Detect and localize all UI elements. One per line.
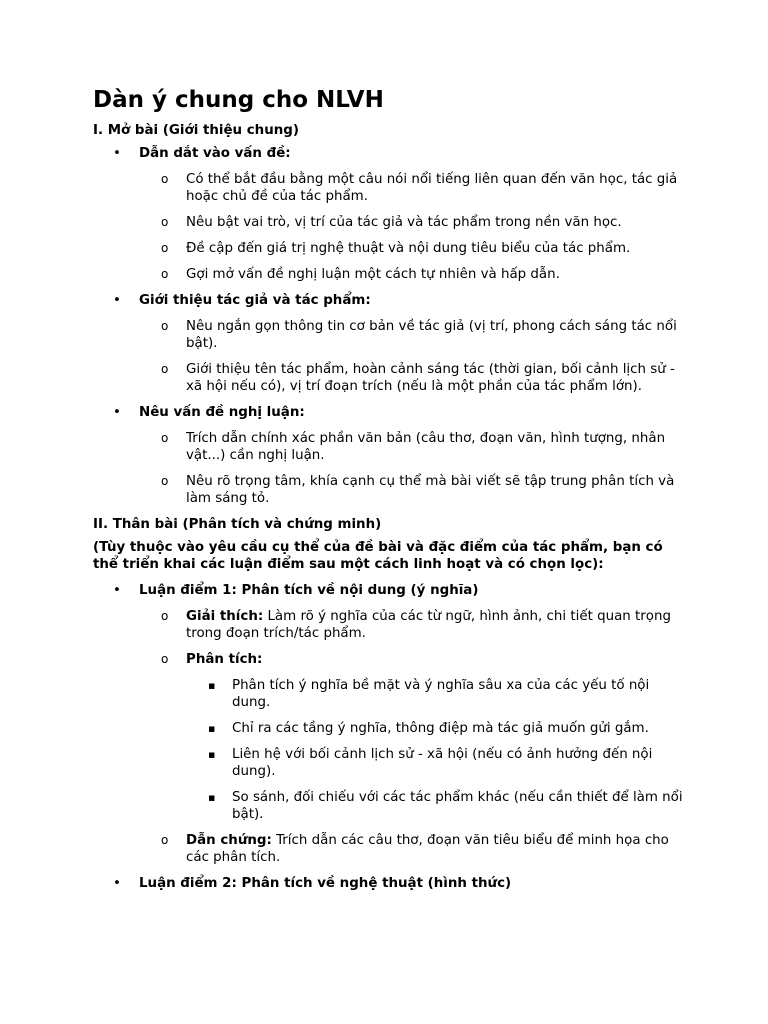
bullet-level1: •: [113, 293, 121, 308]
bullet-level2: o: [161, 215, 169, 229]
sub-list-item-text: Nêu bật vai trò, vị trí của tác giả và tác phẩm trong nền văn học.: [186, 215, 622, 230]
section-1-heading: I. Mở bài (Giới thiệu chung): [93, 123, 299, 138]
section-2-note: (Tùy thuộc vào yêu cầu cụ thể của đề bài và đặc điểm của tác phẩm, bạn có thể triển khai các luận điểm sau một cách linh hoạt và có chọn lọc):: [93, 540, 663, 572]
sub-list-item: [139, 266, 688, 283]
sub-list-item: [139, 214, 688, 231]
sub-list-item-text: Có thể bắt đầu bằng một câu nói nổi tiếng liên quan đến văn học, tác giả hoặc chủ đề của tác phẩm.: [186, 172, 678, 204]
bullet-level2: o: [161, 474, 169, 488]
section-1-list: [93, 145, 688, 507]
sub-list: [139, 318, 688, 395]
sub-sub-list-item: [186, 720, 688, 737]
bullet-level3: ▪: [208, 791, 216, 804]
sub-list: [139, 608, 688, 866]
bullet-level2: o: [161, 319, 169, 333]
sub-list-item-text: Gợi mở vấn đề nghị luận một cách tự nhiên và hấp dẫn.: [186, 267, 560, 282]
explain-label: Giải thích:: [186, 609, 264, 624]
sub-list-item: [139, 608, 688, 642]
sub-sub-list-item-text: Chỉ ra các tầng ý nghĩa, thông điệp mà tác giả muốn gửi gắm.: [232, 721, 649, 736]
sub-list-item: [139, 651, 688, 823]
bullet-level2: o: [161, 833, 169, 847]
bullet-level3: ▪: [208, 748, 216, 761]
sub-list-item: [139, 832, 688, 866]
evidence-text: Trích dẫn các câu thơ, đoạn văn tiêu biểu để minh họa cho các phân tích.: [186, 833, 669, 865]
sub-sub-list-item-text: Phân tích ý nghĩa bề mặt và ý nghĩa sâu xa của các yếu tố nội dung.: [232, 678, 650, 710]
sub-list: [139, 430, 688, 507]
sub-list-item: [139, 171, 688, 205]
explain-text: Làm rõ ý nghĩa của các từ ngữ, hình ảnh, chi tiết quan trọng trong đoạn trích/tác phẩm.: [186, 609, 671, 641]
sub-list-item-text: Đề cập đến giá trị nghệ thuật và nội dung tiêu biểu của tác phẩm.: [186, 241, 631, 256]
sub-list-item: [139, 240, 688, 257]
bullet-level1: •: [113, 876, 121, 891]
sub-sub-list-item: [186, 677, 688, 711]
sub-sub-list-item-text: So sánh, đối chiếu với các tác phẩm khác (nếu cần thiết để làm nổi bật).: [232, 790, 683, 822]
bullet-level2: o: [161, 172, 169, 186]
list-item: [93, 404, 688, 507]
sub-list-item: [139, 473, 688, 507]
sub-sub-list-item: [186, 746, 688, 780]
sub-list-item: [139, 318, 688, 352]
bullet-level3: ▪: [208, 679, 216, 692]
bullet-level3: ▪: [208, 722, 216, 735]
document-title: Dàn ý chung cho NLVH: [93, 87, 384, 113]
sub-list-item: [139, 430, 688, 464]
sub-list-item: [139, 361, 688, 395]
section-2-heading: II. Thân bài (Phân tích và chứng minh): [93, 517, 382, 532]
point-1-label: Luận điểm 1: Phân tích về nội dung (ý nghĩa): [139, 583, 479, 598]
bullet-level2: o: [161, 362, 169, 376]
list-item: [93, 875, 688, 892]
point-2-label: Luận điểm 2: Phân tích về nghệ thuật (hình thức): [139, 876, 512, 891]
list-item-label: Nêu vấn đề nghị luận:: [139, 405, 305, 420]
sub-list: [139, 171, 688, 283]
bullet-level2: o: [161, 609, 169, 623]
list-item: [93, 292, 688, 395]
sub-list-item-text: Nêu rõ trọng tâm, khía cạnh cụ thể mà bài viết sẽ tập trung phân tích và làm sáng tỏ.: [186, 474, 675, 506]
sub-sub-list: [186, 677, 688, 823]
bullet-level2: o: [161, 241, 169, 255]
evidence-label: Dẫn chứng:: [186, 833, 272, 848]
bullet-level2: o: [161, 431, 169, 445]
sub-list-item-text: Nêu ngắn gọn thông tin cơ bản về tác giả (vị trí, phong cách sáng tác nổi bật).: [186, 319, 677, 351]
bullet-level1: •: [113, 583, 121, 598]
sub-sub-list-item: [186, 789, 688, 823]
section-2-list: [93, 582, 688, 892]
bullet-level2: o: [161, 267, 169, 281]
list-item-label: Giới thiệu tác giả và tác phẩm:: [139, 293, 371, 308]
analysis-label: Phân tích:: [186, 652, 263, 667]
sub-list-item-text: Trích dẫn chính xác phần văn bản (câu thơ, đoạn văn, hình tượng, nhân vật...) cần nghị luận.: [186, 431, 666, 463]
sub-list-item-text: Giới thiệu tên tác phẩm, hoàn cảnh sáng tác (thời gian, bối cảnh lịch sử - xã hội nếu có), vị trí đoạn trích (nếu là một phần của tác phẩm lớn).: [186, 362, 675, 394]
bullet-level2: o: [161, 652, 169, 666]
bullet-level1: •: [113, 146, 121, 161]
list-item: [93, 582, 688, 866]
bullet-level1: •: [113, 405, 121, 420]
list-item: [93, 145, 688, 283]
list-item-label: Dẫn dắt vào vấn đề:: [139, 146, 291, 161]
sub-sub-list-item-text: Liên hệ với bối cảnh lịch sử - xã hội (nếu có ảnh hưởng đến nội dung).: [232, 747, 653, 779]
